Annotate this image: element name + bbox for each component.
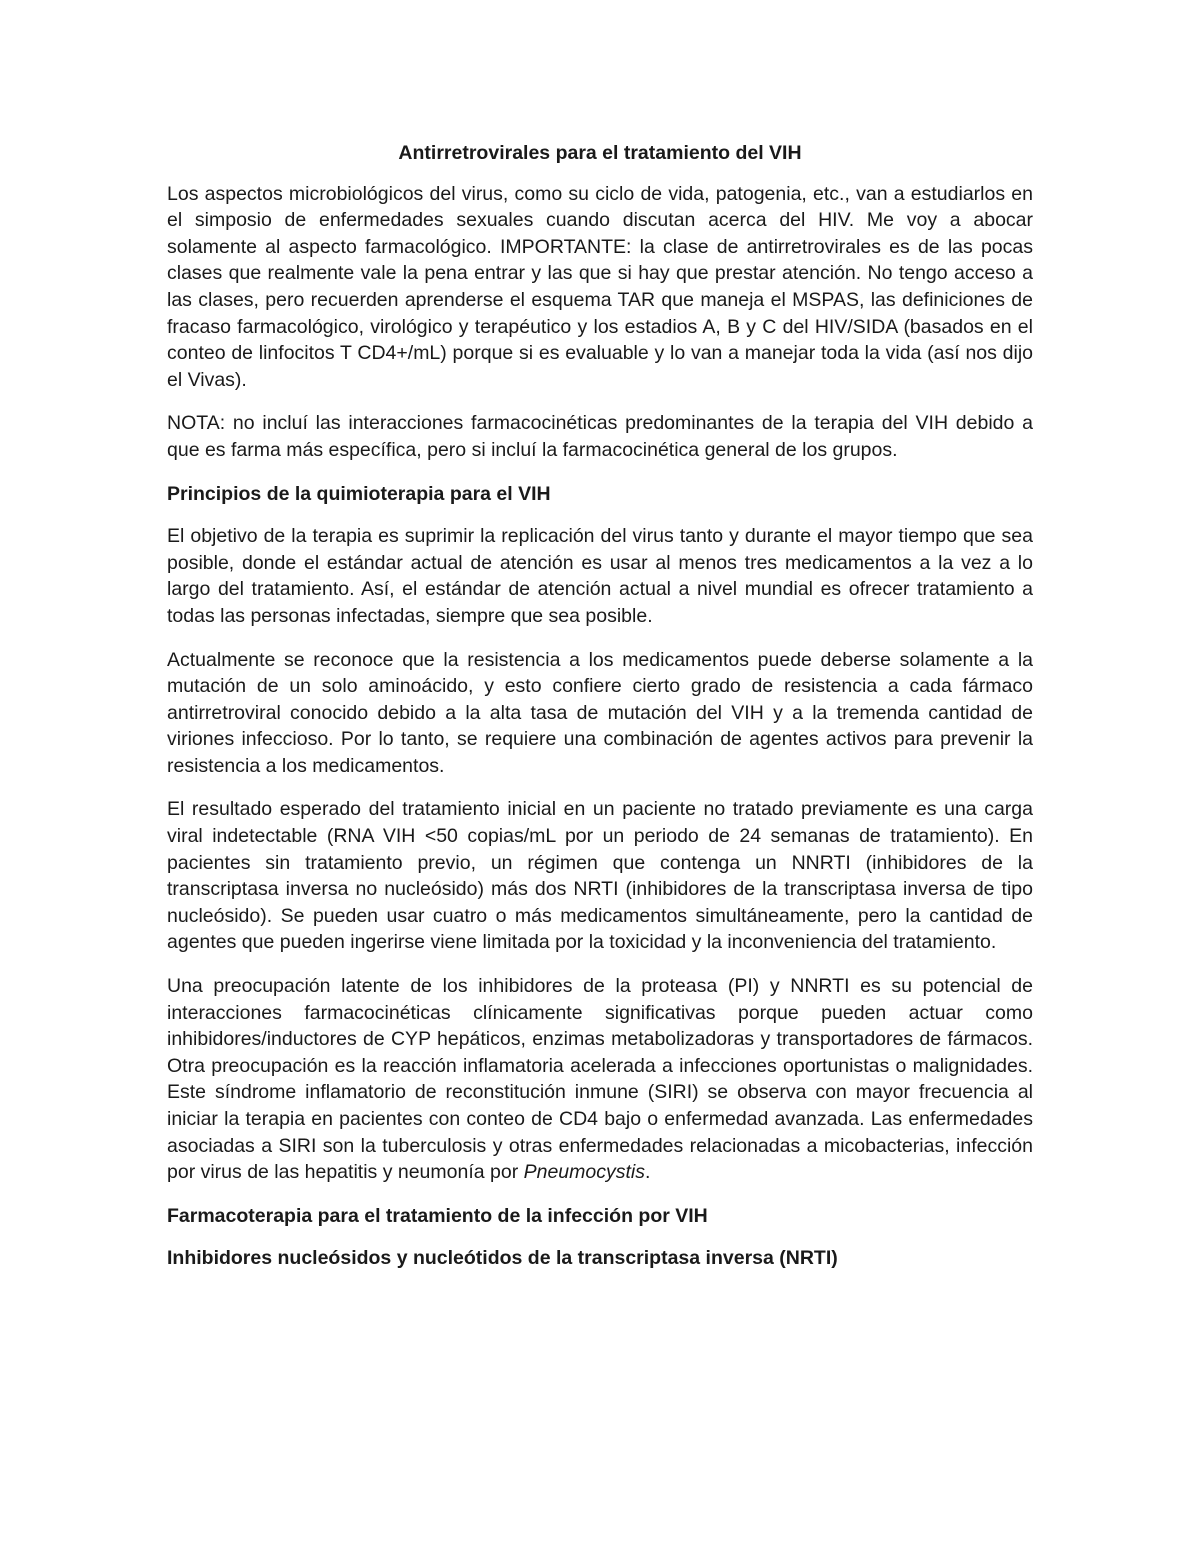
interactions-paragraph xyxy=(167,973,1033,1186)
resistance-paragraph: Actualmente se reconoce que la resistencia a los medicamentos puede deberse solamente a la mutación de un solo aminoácido, y esto confiere cierto grado de resistencia a cada fármaco antirretroviral conocido debido a la alta tasa de mutación del VIH y a la tremenda cantidad de viriones infeccioso. Por lo tanto, se requiere una combinación de agentes activos para prevenir la resistencia a los medicamentos. xyxy=(167,648,1033,777)
interactions-paragraph-end: . xyxy=(645,1161,651,1184)
pneumocystis-italic: Pneumocystis xyxy=(523,1161,645,1184)
section-heading-principles: Principios de la quimioterapia para el VIH xyxy=(167,482,551,505)
document-title: Antirretrovirales para el tratamiento del VIH xyxy=(398,142,802,164)
document-page xyxy=(167,140,1033,1288)
section-heading-pharmacotherapy: Farmacoterapia para el tratamiento de la infección por VIH xyxy=(167,1204,708,1227)
expected-result-paragraph: El resultado esperado del tratamiento inicial en un paciente no tratado previamente es una carga viral indetectable (RNA VIH <50 copias/mL por un periodo de 24 semanas de tratamiento). En pacientes sin tratamiento previo, un régimen que contenga un NNRTI (inhibidores de la transcriptasa inversa no nucleósido) más dos NRTI (inhibidores de la transcriptasa inversa de tipo nucleósido). Se pueden usar cuatro o más medicamentos simultáneamente, pero la cantidad de agentes que pueden ingerirse viene limitada por la toxicidad y la inconveniencia del tratamiento. xyxy=(167,798,1033,954)
therapy-objective-paragraph: El objetivo de la terapia es suprimir la replicación del virus tanto y durante el mayor tiempo que sea posible, donde el estándar actual de atención es usar al menos tres medicamentos a la vez a lo largo del tratamiento. Así, el estándar de atención actual a nivel mundial es ofrecer tratamiento a todas las personas infectadas, siempre que sea posible. xyxy=(167,525,1033,627)
section-heading-nrti: Inhibidores nucleósidos y nucleótidos de la transcriptasa inversa (NRTI) xyxy=(167,1247,838,1270)
note-paragraph: NOTA: no incluí las interacciones farmacocinéticas predominantes de la terapia del VIH debido a que es farma más específica, pero si incluí la farmacocinética general de los grupos. xyxy=(167,412,1033,461)
intro-paragraph: Los aspectos microbiológicos del virus, como su ciclo de vida, patogenia, etc., van a estudiarlos en el simposio de enfermedades sexuales cuando discutan acerca del HIV. Me voy a abocar solamente al aspecto farmacológico. IMPORTANTE: la clase de antirretrovirales es de las pocas clases que realmente vale la pena entrar y las que si hay que prestar atención. No tengo acceso a las clases, pero recuerden aprenderse el esquema TAR que maneja el MSPAS, las definiciones de fracaso farmacológico, virológico y terapéutico y los estadios A, B y C del HIV/SIDA (basados en el conteo de linfocitos T CD4+/mL) porque si es evaluable y lo van a manejar toda la vida (así nos dijo el Vivas). xyxy=(167,182,1033,391)
interactions-paragraph-text: Una preocupación latente de los inhibidores de la proteasa (PI) y NNRTI es su potencial de interacciones farmacocinéticas clínicamente significativas porque pueden actuar como inhibidores/inductores de CYP hepáticos, enzimas metabolizadoras y transportadores de fármacos. Otra preocupación es la reacción inflamatoria acelerada a infecciones oportunistas o malignidades. Este síndrome inflamatorio de reconstitución inmune (SIRI) se observa con mayor frecuencia al iniciar la terapia en pacientes con conteo de CD4 bajo o enfermedad avanzada. Las enfermedades asociadas a SIRI son la tuberculosis y otras enfermedades relacionadas a micobacterias, infección por virus de las hepatitis y neumonía por xyxy=(167,975,1033,1184)
